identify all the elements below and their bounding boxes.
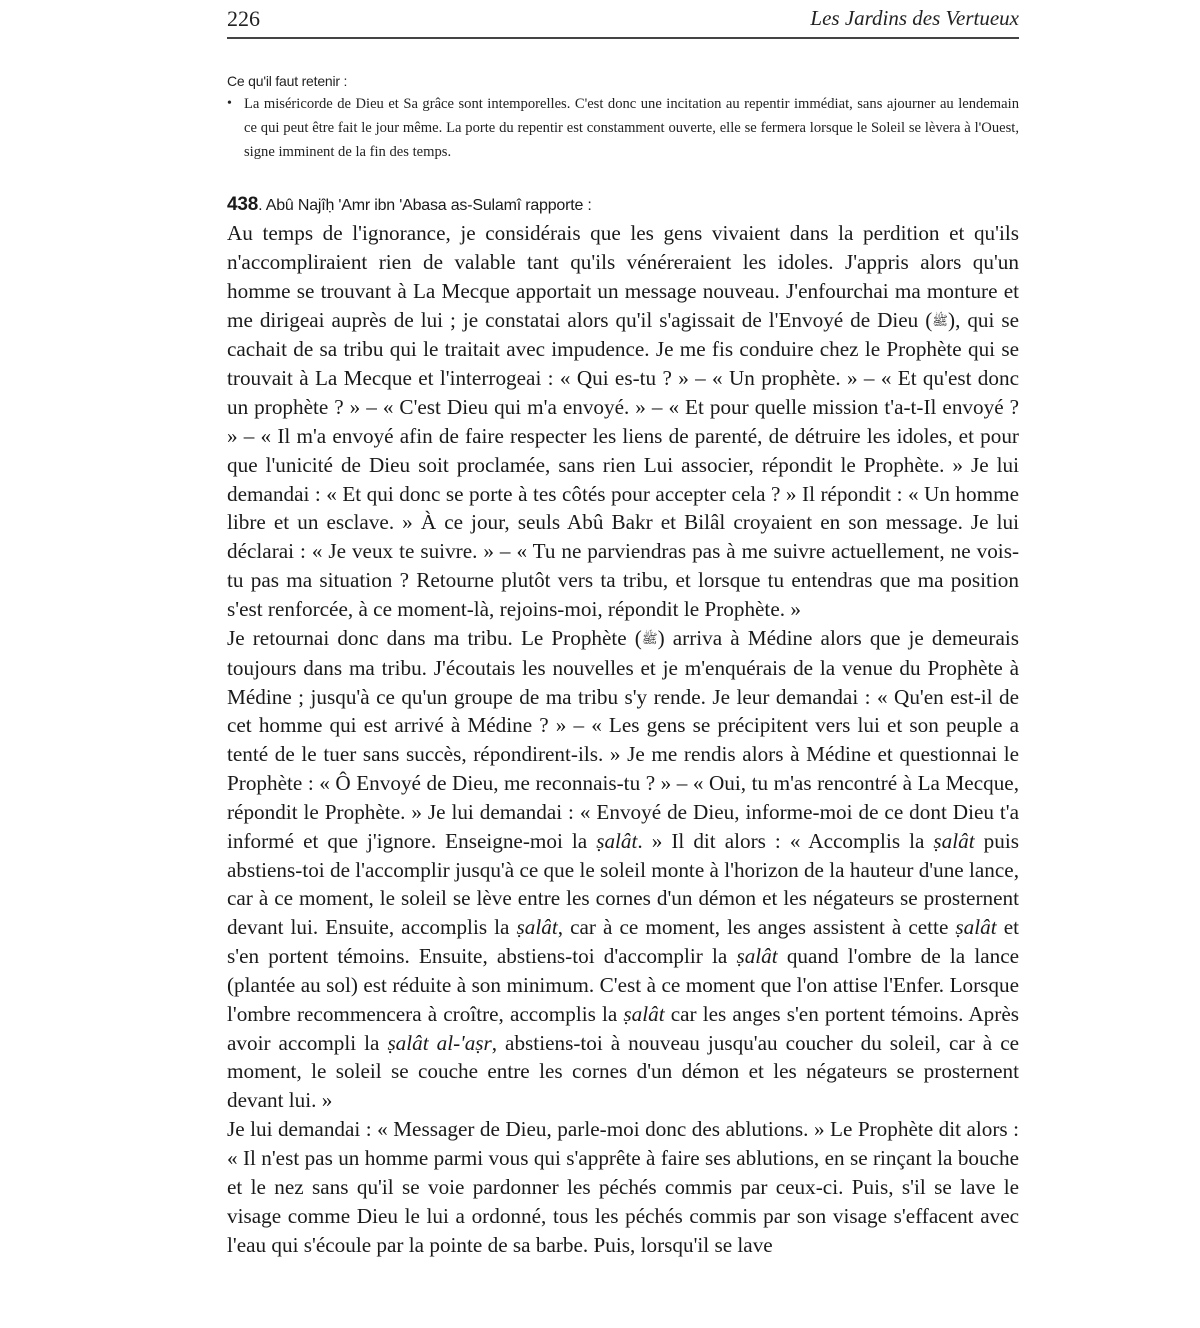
paragraph-text: Je retournai donc dans ma tribu. Le Prophète ( [227,625,642,650]
paragraph-text: car les anges s'en portent témoins. Après avoir accompli la [227,1001,1019,1055]
hadith-paragraph-1 [227,219,1019,624]
hadith-heading [227,192,1019,219]
paragraph-text: ) arriva à Médine alors que je demeurais toujours dans ma tribu. J'écoutais les nouvelles et je m'enquérais de la venue du Prophète à Médine ; jusqu'à ce qu'un groupe de ma tribu s'y rende. Je leur demandai : « Qu'en est-il de cet homme qui est arrivé à Médine ? » – « Les gens se précipitent vers lui et son peuple a tenté de le tuer sans succès, répondirent-ils. » Je me rendis alors à Médine et questionnai le Prophète : « Ô Envoyé de Dieu, me reconnais-tu ? » – « Oui, tu m'as rencontré à La Mecque, répondit le Prophète. » Je lui demandai : « Envoyé de Dieu, informe-moi de ce dont Dieu t'a informé et que j'ignore. Enseigne-moi la [227,625,1019,853]
key-takeaways-title: Ce qu'il faut retenir : [227,73,348,89]
honorific-calligraphy-icon: ﷺ [932,312,949,328]
paragraph-text: . » Il dit alors : « Accomplis la [637,828,934,853]
paragraph-text: , car à ce moment, les anges assistent à cette [557,915,956,940]
book-title: Les Jardins des Vertueux [810,6,1019,30]
paragraph-text: et s'en portent témoins. Ensuite, abstiens-toi d'accomplir la [227,915,1019,969]
header-rule-divider [227,37,1019,39]
key-takeaway-text: La miséricorde de Dieu et Sa grâce sont intemporelles. C'est donc une incitation au repentir immédiat, sans ajourner au lendemain ce qui peut être fait le jour même. La porte du repentir est constamment ouverte, elle se fermera lorsque le Soleil se lèvera à l'Ouest, signe imminent de la fin des temps. [244,96,1019,160]
hadith-number: 438 [227,194,259,215]
transliterated-term: ṣalât al-'aṣr [387,1030,492,1055]
hadith-number-separator: . [258,197,266,214]
paragraph-text: Au temps de l'ignorance, je considérais que les gens vivaient dans la perdition et qu'ils n'accompliraient rien de valable tant qu'ils vénéreraient les idoles. J'appris alors qu'un homme se trouvant à La Mecque apportait un message nouveau. J'enfourchai ma monture et me dirigeai auprès de lui ; je constatai alors qu'il s'agissait de l'Envoyé de Dieu ( [227,221,1019,332]
transliterated-term: ṣalât [623,1001,665,1026]
transliterated-term: ṣalât [955,915,997,940]
bullet-icon: • [227,96,232,111]
page-number: 226 [227,6,260,31]
hadith-narrator: Abû Najîḥ 'Amr ibn 'Abasa as-Sulamî rapporte : [265,197,592,214]
key-takeaway-item [227,92,1019,164]
transliterated-term: ṣalât [933,828,975,853]
hadith-paragraph-3: Je lui demandai : « Messager de Dieu, parle-moi donc des ablutions. » Le Prophète dit alors : « Il n'est pas un homme parmi vous qui s'apprête à faire ses ablutions, en se rinçant la bouche et le nez sans qu'il se voie pardonner les péchés commis par ceux-ci. Puis, s'il se lave le visage comme Dieu le lui a ordonné, tous les péchés commis par son visage s'effacent avec l'eau qui s'écoule par la pointe de sa barbe. Puis, lorsqu'il se lave [227,1117,1019,1257]
transliterated-term: ṣalât [516,915,558,940]
transliterated-term: ṣalât [736,944,778,969]
paragraph-text: , abstiens-toi à nouveau jusqu'au coucher du soleil, car à ce moment, le soleil se couche entre les cornes d'un démon et les négateurs se prosternent devant lui. » [227,1030,1020,1113]
paragraph-text: quand l'ombre de la lance (plantée au sol) est réduite à son minimum. C'est à ce moment que l'on attise l'Enfer. Lorsque l'ombre recommencera à croître, accomplis la [227,944,1020,1026]
key-takeaways-list [227,92,1019,164]
honorific-calligraphy-icon: ﷺ [641,630,658,646]
transliterated-term: ṣalât [596,828,638,853]
key-takeaways-box [227,73,1019,164]
paragraph-text: puis abstiens-toi de l'accomplir jusqu'à ce que le soleil monte à l'horizon de la hauteur d'une lance, car à ce moment, le soleil se lève entre les cornes d'un démon et les négateurs se prosternent devant lui. Ensuite, accomplis la [227,828,1019,940]
hadith-entry [227,192,1019,1259]
running-head [227,4,1017,36]
hadith-paragraph-2 [227,624,1019,1115]
paragraph-text: ), qui se cachait de sa tribu qui le traitait avec impudence. Je me fis conduire chez le Prophète qui se trouvait à La Mecque et l'interrogeai : « Qui es-tu ? » – « Un prophète. » – « Et qu'est donc un prophète ? » – « C'est Dieu qui m'a envoyé. » – « Et pour quelle mission t'a-t-Il envoyé ? » – « Il m'a envoyé afin de faire respecter les liens de parenté, de détruire les idoles, et pour que l'unicité de Dieu soit proclamée, sans rien Lui associer, répondit le Prophète. » Je lui demandai : « Et qui donc se porte à tes côtés pour accepter cela ? » Il répondit : « Un homme libre et un esclave. » À ce jour, seuls Abû Bakr et Bilâl croyaient en son message. Je lui déclarai : « Je veux te suivre. » – « Tu ne parviendras pas à me suivre actuellement, ne vois-tu pas ma situation ? Retourne plutôt vers ta tribu, et lorsque tu entendras que ma position s'est renforcée, à ce moment-là, rejoins-moi, répondit le Prophète. » [227,307,1019,621]
